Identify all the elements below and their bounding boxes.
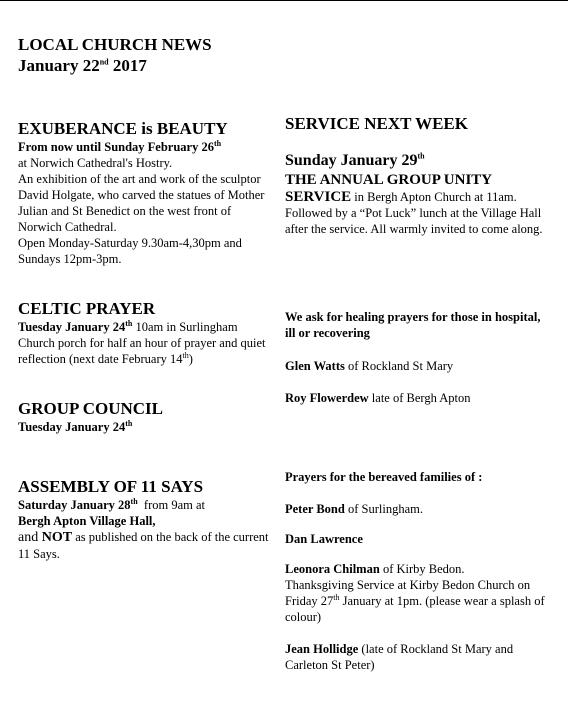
- page-header: [18, 34, 212, 76]
- section-exuberance: [18, 119, 270, 267]
- assembly-date-sup: th: [130, 496, 138, 506]
- bereaved-person: Dan Lawrence: [285, 532, 363, 546]
- bereaved-person: [285, 561, 547, 577]
- assembly-and: and: [18, 530, 42, 545]
- healing-person: [285, 358, 547, 374]
- assembly-heading: ASSEMBLY OF 11 SAYS: [18, 477, 204, 496]
- service-date-text: Sunday January 29: [285, 152, 418, 169]
- assembly-date-text: Saturday January 28: [18, 498, 131, 512]
- healing-person-rest: of Rockland St Mary: [344, 359, 454, 373]
- celtic-body: 10am in Surlingham Church porch for half an hour of prayer and quiet reflection (next date February 14: [18, 320, 266, 366]
- date-suffix: 2017: [108, 56, 147, 75]
- bereaved-detail-b: January at 1pm. (please wear a splash of colour): [285, 594, 545, 624]
- service-date: [285, 151, 549, 171]
- section-bereaved: [285, 469, 547, 673]
- bereaved-name: Jean Hollidge: [285, 642, 359, 656]
- bereaved-detail-sup: th: [333, 592, 340, 602]
- date-prefix: January 22: [18, 56, 100, 75]
- council-date-sup: th: [125, 418, 133, 428]
- assembly-rest: as published on the back of the current 11 Says.: [18, 530, 269, 561]
- bereaved-rest: (late of Rockland St Mary and Carleton St Peter): [285, 642, 514, 672]
- bereaved-name: Leonora Chilman: [285, 562, 380, 576]
- bereaved-person: [285, 501, 547, 517]
- healing-person-name: Glen Watts: [285, 359, 345, 373]
- bereaved-rest: of Kirby Bedon.: [379, 562, 465, 576]
- exuberance-date: [18, 139, 270, 155]
- bereaved-detail: [285, 577, 547, 625]
- assembly-venue: Bergh Apton Village Hall,: [18, 514, 156, 528]
- section-group-council: [18, 399, 270, 435]
- council-date-text: Tuesday January 24: [18, 420, 126, 434]
- bereaved-name: Peter Bond: [285, 502, 345, 516]
- exuberance-venue: at Norwich Cathedral's Hostry.: [18, 156, 173, 170]
- service-text: in Bergh Apton Church at 11am. Followed by a “Pot Luck” lunch at the Village Hall after the service. All warmly invited to come along.: [285, 190, 543, 236]
- celtic-next-sup: th: [182, 350, 189, 360]
- assembly-date: [18, 497, 276, 513]
- page-title: LOCAL CHURCH NEWS: [18, 35, 212, 54]
- top-rule: [0, 0, 568, 1]
- assembly-not: NOT: [41, 530, 73, 545]
- service-heading: SERVICE NEXT WEEK: [285, 114, 468, 133]
- exuberance-date-sup: th: [213, 138, 222, 148]
- exuberance-hours: Open Monday-Saturday 9.30am-4,30pm and Sundays 12pm-3pm.: [18, 236, 242, 266]
- date-sup: nd: [99, 57, 109, 67]
- section-service: [285, 114, 549, 237]
- page-date: [18, 55, 212, 76]
- section-healing: [285, 309, 547, 406]
- celtic-heading: CELTIC PRAYER: [18, 299, 156, 318]
- exuberance-heading: EXUBERANCE is BEAUTY: [18, 119, 228, 138]
- service-date-sup: th: [417, 151, 425, 161]
- celtic-text: [18, 319, 272, 367]
- exuberance-date-text: From now until Sunday February 26: [18, 140, 214, 154]
- bereaved-rest: of Surlingham.: [344, 502, 423, 516]
- service-body: [285, 189, 549, 237]
- healing-person-name: Roy Flowerdew: [285, 391, 369, 405]
- exuberance-description: An exhibition of the art and work of the sculptor David Holgate, who carved the statues of Mother Julian and St Benedict on the west front of Norwich Cathedral.: [18, 172, 265, 234]
- healing-person-rest: late of Bergh Apton: [368, 391, 471, 405]
- bereaved-intro: Prayers for the bereaved families of :: [285, 470, 483, 484]
- healing-person: [285, 390, 547, 406]
- bereaved-person: [285, 641, 547, 673]
- council-date: [18, 419, 270, 435]
- service-title: THE ANNUAL GROUP UNITY: [285, 172, 493, 188]
- council-heading: GROUP COUNCIL: [18, 399, 163, 418]
- section-assembly: [18, 477, 276, 562]
- healing-intro: We ask for healing prayers for those in hospital, ill or recovering: [285, 310, 541, 340]
- section-celtic-prayer: [18, 299, 272, 367]
- celtic-date: Tuesday January 24: [18, 320, 126, 334]
- celtic-end: ): [188, 352, 193, 366]
- bereaved-detail-a: Thanksgiving Service at Kirby Bedon Church on Friday 27: [285, 578, 531, 608]
- celtic-date-sup: th: [125, 318, 133, 328]
- service-word: SERVICE: [285, 189, 352, 205]
- assembly-note: [18, 529, 276, 562]
- assembly-time: from 9am at: [137, 498, 205, 512]
